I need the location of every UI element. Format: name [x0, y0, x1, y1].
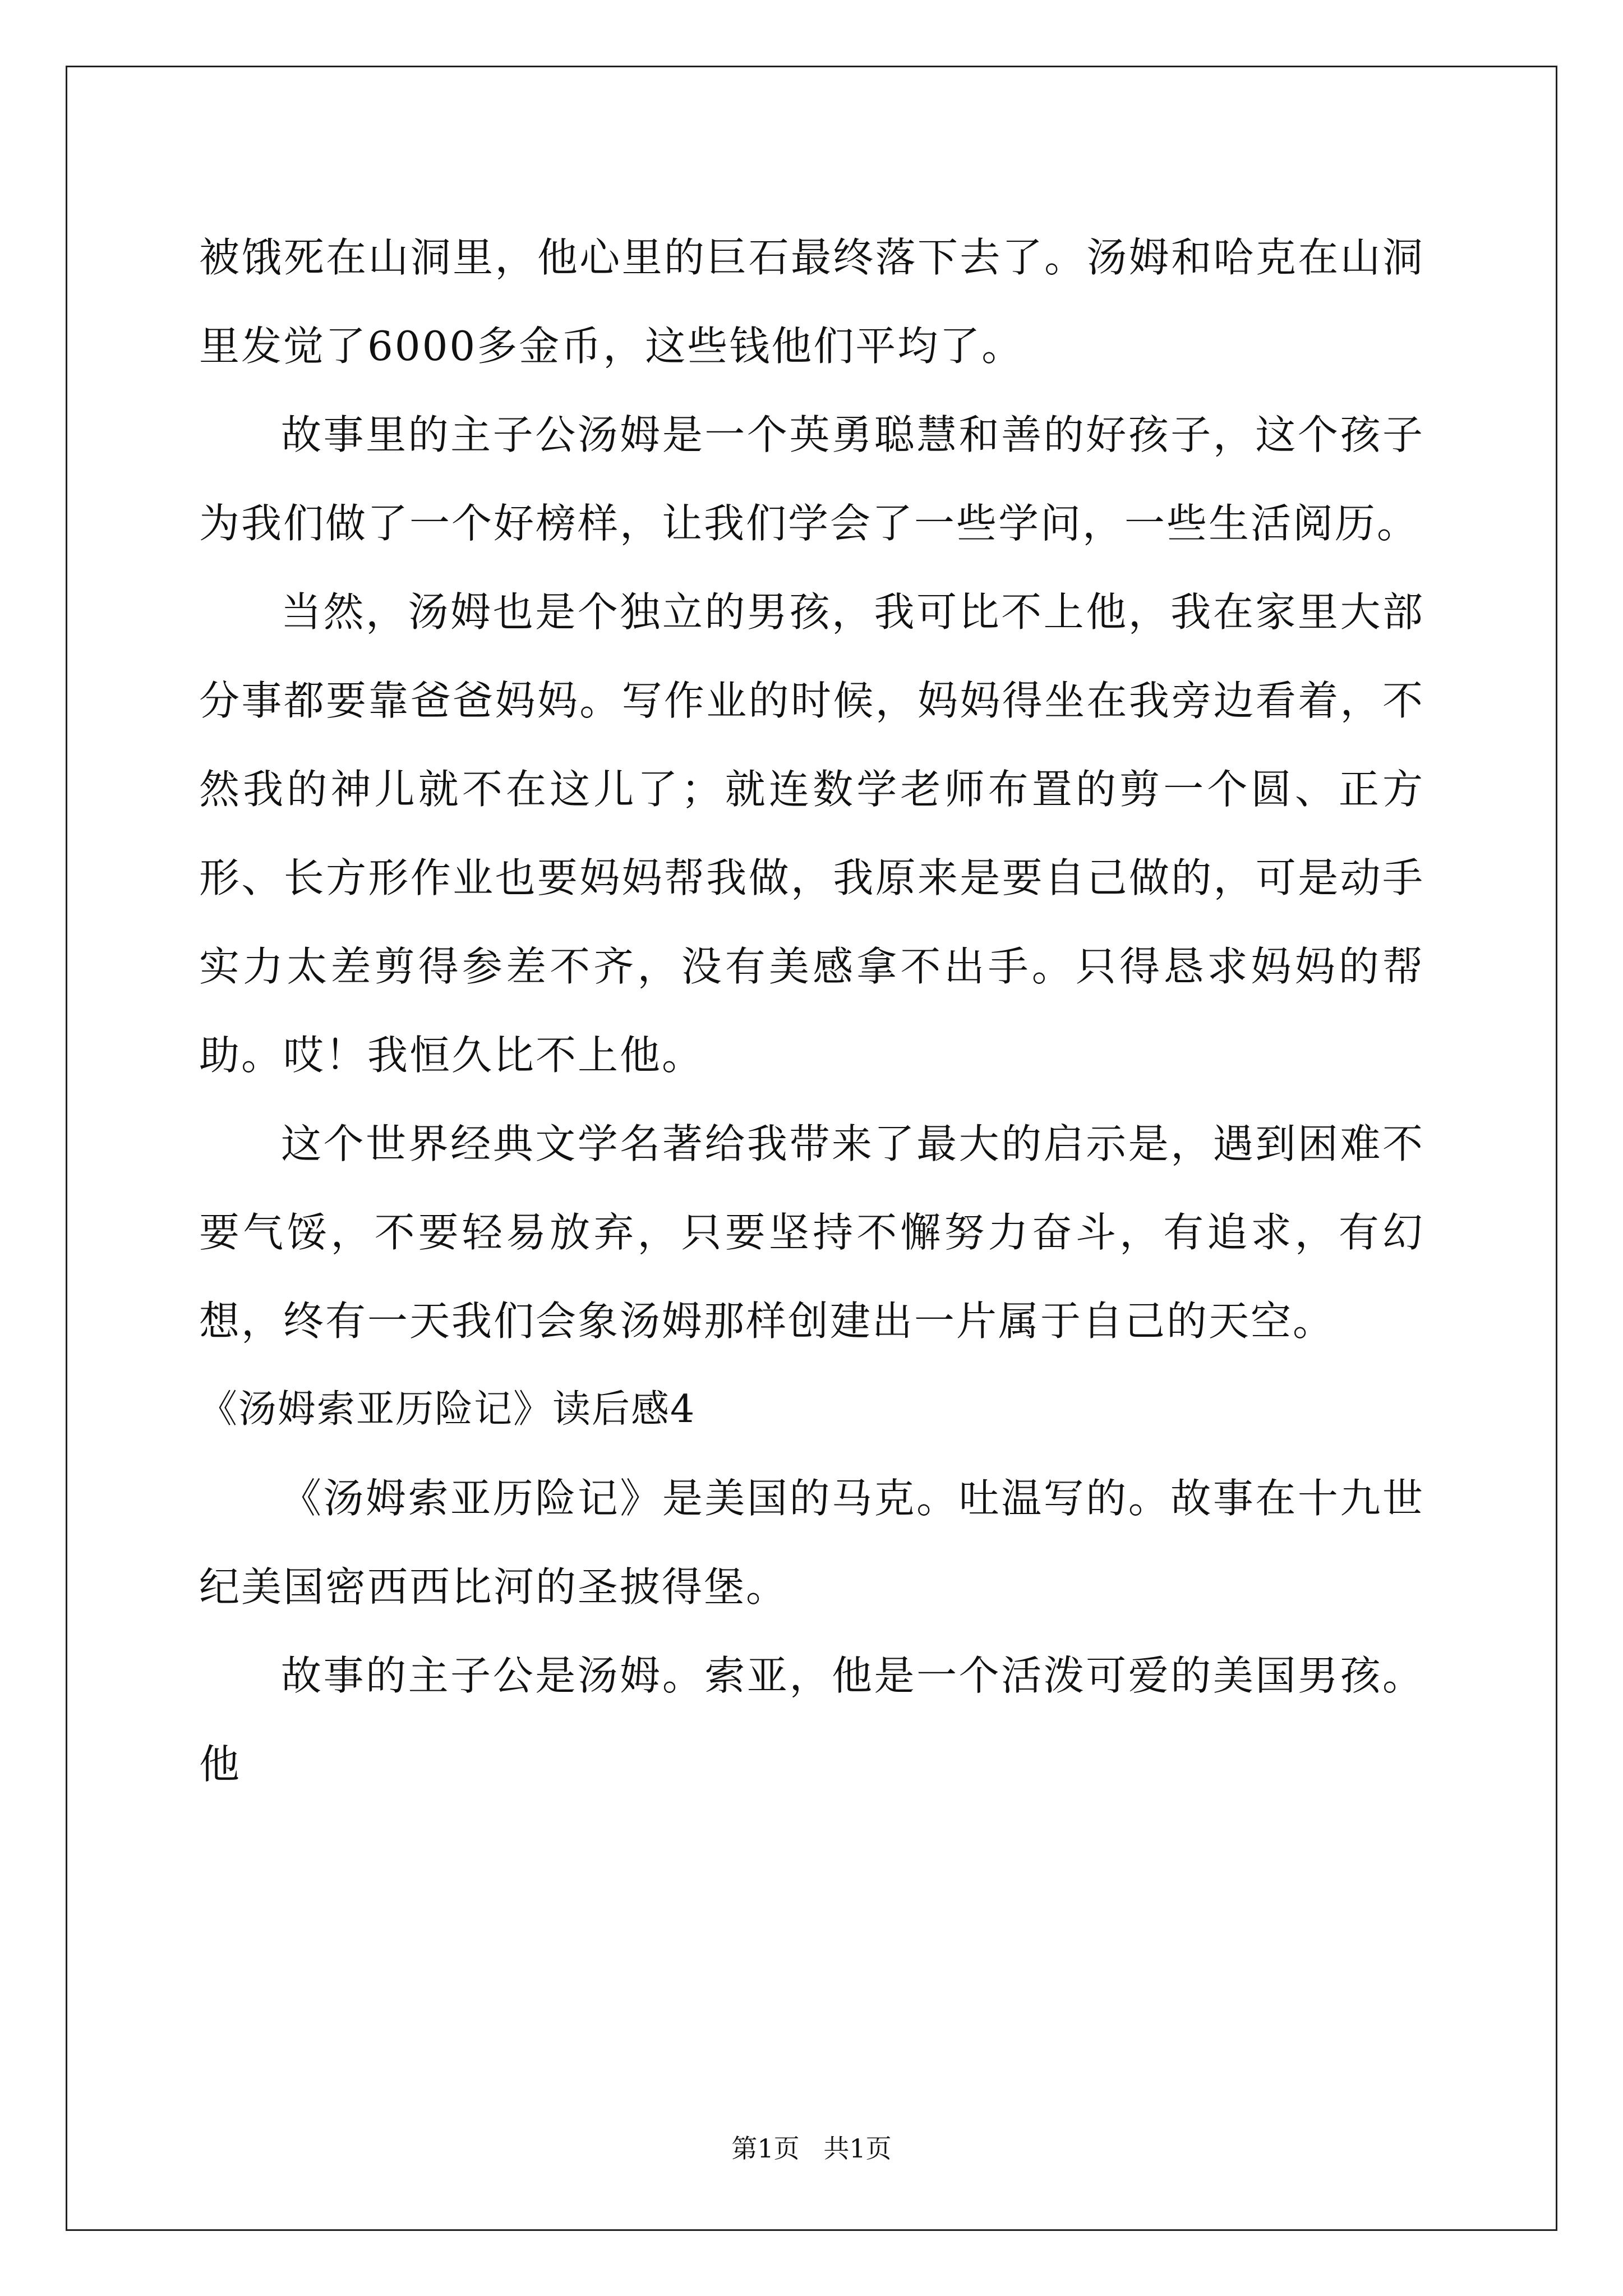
- paragraph-5: 《汤姆索亚历险记》是美国的马克。吐温写的。故事在十九世纪美国密西西比河的圣披得堡。: [199, 1475, 1424, 1611]
- section-heading: 《汤姆索亚历险记》读后感4: [199, 1387, 696, 1432]
- paragraph-2: 故事里的主子公汤姆是一个英勇聪慧和善的好孩子，这个孩子为我们做了一个好榜样，让我们学会了一些学问，一些生活阅历。: [199, 411, 1424, 547]
- page-footer: [0, 2132, 1623, 2165]
- page-total: 共1页: [823, 2133, 892, 2164]
- paragraph-6: 故事的主子公是汤姆。索亚，他是一个活泼可爱的美国男孩。他: [199, 1652, 1424, 1788]
- paragraph-3: 当然，汤姆也是个独立的男孩，我可比不上他，我在家里大部分事都要靠爸爸妈妈。写作业的时候，妈妈得坐在我旁边看着，不然我的神儿就不在这儿了；就连数学老师布置的剪一个圆、正方形、长方形作业也要妈妈帮我做，我原来是要自己做的，可是动手实力太差剪得参差不齐，没有美感拿不出手。只得恳求妈妈的帮助。哎！我恒久比不上他。: [199, 588, 1424, 1079]
- document-body: [199, 213, 1424, 1809]
- paragraph-4: 这个世界经典文学名著给我带来了最大的启示是，遇到困难不要气馁，不要轻易放弃，只要坚持不懈努力奋斗，有追求，有幻想，终有一天我们会象汤姆那样创建出一片属于自己的天空。: [199, 1120, 1424, 1345]
- paragraph-1: 被饿死在山洞里，他心里的巨石最终落下去了。汤姆和哈克在山洞里发觉了6000多金币，这些钱他们平均了。: [199, 234, 1424, 370]
- page-number: 第1页: [731, 2133, 800, 2164]
